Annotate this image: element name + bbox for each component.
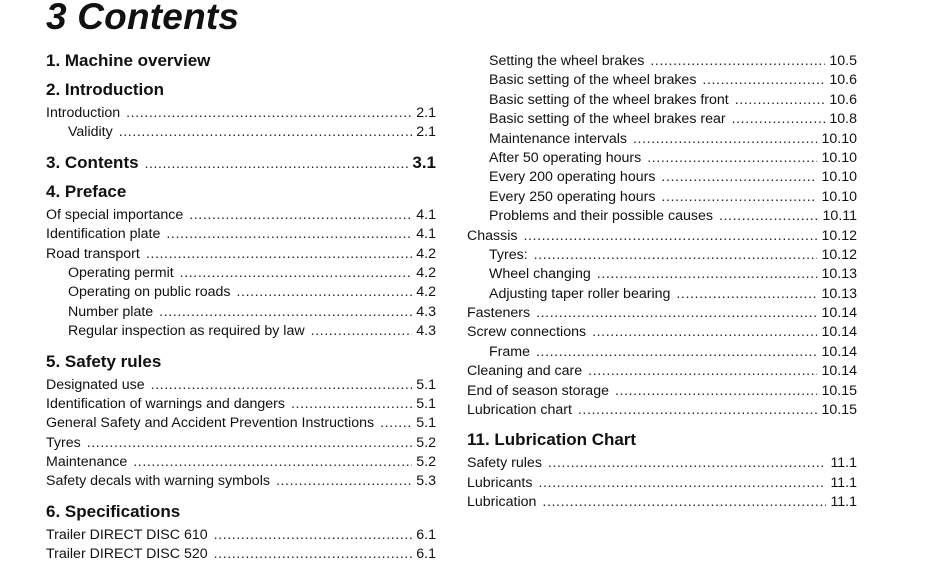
dot-leader <box>542 493 826 512</box>
dot-leader <box>536 343 817 362</box>
toc-entry-maintenance-intervals[interactable] <box>467 130 857 149</box>
toc-entry-label: Regular inspection as required by law <box>68 323 305 340</box>
toc-entry-label: Tyres <box>46 434 81 451</box>
toc-entry-setting-the-wheel-brakes[interactable] <box>467 52 857 71</box>
toc-left-column <box>46 51 436 565</box>
dot-leader <box>133 453 412 472</box>
dot-leader <box>732 110 826 129</box>
toc-page-number: 10.14 <box>821 363 857 380</box>
toc-page-number: 10.10 <box>821 149 857 166</box>
dot-leader <box>735 91 826 110</box>
toc-page-number: 10.11 <box>822 208 857 225</box>
toc-entry-label: Safety decals with warning symbols <box>46 473 270 490</box>
toc-page-number: 5.1 <box>416 415 436 432</box>
section-heading: 6. Specifications <box>46 501 181 521</box>
toc-entry-problems-and-their-possible-causes[interactable] <box>467 207 857 226</box>
toc-entry-chassis[interactable] <box>467 227 857 246</box>
toc-entry-label: Operating permit <box>68 264 174 281</box>
toc-page-number: 2.1 <box>416 105 436 121</box>
toc-page-number: 4.2 <box>416 264 436 281</box>
toc-page-number: 6.1 <box>416 546 436 563</box>
toc-page-number: 10.13 <box>821 266 857 283</box>
dot-leader <box>534 246 818 265</box>
toc-entry-trailer-direct-disc-610[interactable] <box>46 526 436 545</box>
toc-entry-label: Designated use <box>46 376 145 393</box>
toc-entry-label: End of season storage <box>467 382 609 399</box>
toc-page-number: 10.5 <box>829 53 857 69</box>
toc-page-number: 2.1 <box>416 124 436 141</box>
toc-entry-screw-connections[interactable] <box>467 323 857 342</box>
toc-entry-operating-permit[interactable] <box>46 264 436 283</box>
toc-entry-of-special-importance[interactable] <box>46 206 436 225</box>
toc-entry-label: Lubrication chart <box>467 402 572 419</box>
toc-entry-label: 3. Contents <box>46 152 139 172</box>
section-heading: 5. Safety rules <box>46 351 162 371</box>
toc-entry-label: Every 200 operating hours <box>489 169 656 186</box>
dot-leader <box>588 362 817 381</box>
toc-entry-fasteners[interactable] <box>467 304 857 323</box>
toc-entry-label: Screw connections <box>467 324 587 341</box>
toc-page-number: 10.15 <box>821 402 857 419</box>
toc-page-number: 10.12 <box>821 227 857 244</box>
toc-page-number: 10.6 <box>829 72 857 89</box>
toc-entry-label: Safety rules <box>467 455 542 472</box>
dot-leader <box>676 285 817 304</box>
toc-entry-label: Identification plate <box>46 226 161 243</box>
toc-entry-label: Maintenance <box>46 454 128 471</box>
dot-leader <box>719 207 819 226</box>
toc-entry-label: Chassis <box>467 227 518 244</box>
toc-entry-label: Adjusting taper roller bearing <box>489 285 671 302</box>
dot-leader <box>276 472 412 491</box>
dot-leader <box>650 52 825 71</box>
dot-leader <box>189 206 412 225</box>
toc-page-number: 10.10 <box>821 130 857 147</box>
dot-leader <box>126 104 412 123</box>
toc-entry-label: Basic setting of the wheel brakes front <box>489 91 729 108</box>
toc-entry-identification-plate[interactable] <box>46 225 436 244</box>
dot-leader <box>214 526 413 545</box>
dot-leader <box>146 245 412 264</box>
toc-entry-safety-rules[interactable] <box>467 454 857 473</box>
toc-entry-end-of-season-storage[interactable] <box>467 382 857 401</box>
dot-leader <box>180 264 413 283</box>
toc-entry-label: Tyres: <box>489 246 528 263</box>
toc-entry-operating-on-public-roads[interactable] <box>46 283 436 302</box>
toc-entry-label: Setting the wheel brakes <box>489 53 645 69</box>
section-heading: 11. Lubrication Chart <box>467 430 637 450</box>
page-title: 3 Contents <box>46 0 240 37</box>
toc-entry-road-transport[interactable] <box>46 245 436 264</box>
toc-entry-safety-decals-with-warning-symbols[interactable] <box>46 472 436 491</box>
section-heading: 1. Machine overview <box>46 51 211 70</box>
toc-entry-validity[interactable] <box>46 123 436 142</box>
toc-entry-lubrication-chart[interactable] <box>467 401 857 420</box>
toc-entry-label: Lubrication <box>467 494 537 511</box>
toc-page-number: 10.14 <box>821 305 857 322</box>
toc-page-number: 10.15 <box>821 382 857 399</box>
toc-entry-label: Lubricants <box>467 474 533 491</box>
toc-entry-general-safety-and-accident-prevention-instructions[interactable] <box>46 414 436 433</box>
toc-page-number: 5.3 <box>416 473 436 490</box>
toc-entry-label: Introduction <box>46 105 121 121</box>
toc-entry-label: Every 250 operating hours <box>489 188 656 205</box>
toc-entry-label: Operating on public roads <box>68 284 231 301</box>
toc-page-number: 4.3 <box>416 303 436 320</box>
dot-leader <box>578 401 818 420</box>
toc-page-number: 11.1 <box>830 455 857 472</box>
dot-leader <box>538 474 826 493</box>
dot-leader <box>523 227 817 246</box>
toc-page-number: 4.1 <box>416 226 436 243</box>
dot-leader <box>548 454 827 473</box>
toc-entry-maintenance[interactable] <box>46 453 436 472</box>
toc-page-number: 6.1 <box>416 526 436 543</box>
toc-entry-after-50-operating-hours[interactable] <box>467 149 857 168</box>
toc-entry-lubricants[interactable] <box>467 474 857 493</box>
toc-entry-lubrication[interactable] <box>467 493 857 512</box>
toc-entry-label: Identification of warnings and dangers <box>46 395 285 412</box>
dot-leader <box>159 303 412 322</box>
toc-entry-number-plate[interactable] <box>46 303 436 322</box>
toc-page-number: 5.2 <box>416 434 436 451</box>
toc-entry-label: Cleaning and care <box>467 363 583 380</box>
toc-right-column <box>467 52 857 513</box>
toc-page-number: 10.10 <box>821 169 857 186</box>
toc-entry-label: After 50 operating hours <box>489 149 642 166</box>
toc-entry-label: General Safety and Accident Prevention Instructions <box>46 415 375 432</box>
toc-entry-label: Trailer DIRECT DISC 520 <box>46 546 208 563</box>
dot-leader <box>166 225 412 244</box>
toc-entry-every-250-operating-hours[interactable] <box>467 188 857 207</box>
toc-entry-tyres[interactable] <box>46 434 436 453</box>
toc-entry-basic-setting-of-the-wheel-brakes[interactable] <box>467 71 857 90</box>
toc-entry-3-contents[interactable] <box>46 153 436 172</box>
dot-leader <box>661 188 817 207</box>
toc-page-number: 10.12 <box>821 246 857 263</box>
dot-leader <box>214 545 413 564</box>
toc-entry-label: Frame <box>489 343 530 360</box>
dot-leader <box>291 395 412 414</box>
toc-entry-label: Fasteners <box>467 305 531 322</box>
toc-page-number: 11.1 <box>830 474 857 491</box>
toc-page-number: 10.8 <box>829 111 857 128</box>
dot-leader <box>702 71 825 90</box>
dot-leader <box>647 149 817 168</box>
dot-leader <box>597 265 818 284</box>
toc-page-number: 10.14 <box>821 324 857 341</box>
toc-page-number: 10.6 <box>829 91 857 108</box>
toc-entry-label: Number plate <box>68 303 154 320</box>
toc-entry-frame[interactable] <box>467 343 857 362</box>
toc-entry-wheel-changing[interactable] <box>467 265 857 284</box>
toc-entry-every-200-operating-hours[interactable] <box>467 168 857 187</box>
dot-leader <box>87 434 413 453</box>
toc-entry-designated-use[interactable] <box>46 376 436 395</box>
dot-leader <box>536 304 817 323</box>
toc-entry-adjusting-taper-roller-bearing[interactable] <box>467 285 857 304</box>
toc-page-number: 4.1 <box>416 206 436 223</box>
toc-entry-tyres[interactable] <box>467 246 857 265</box>
toc-entry-basic-setting-of-the-wheel-brakes-rear[interactable] <box>467 110 857 129</box>
toc-entry-regular-inspection-as-required-by-law[interactable] <box>46 322 436 341</box>
toc-entry-label: Basic setting of the wheel brakes <box>489 72 697 89</box>
toc-page-number: 11.1 <box>830 494 857 511</box>
toc-entry-label: Basic setting of the wheel brakes rear <box>489 111 726 128</box>
toc-page-number: 4.2 <box>416 284 436 301</box>
dot-leader <box>615 382 818 401</box>
dot-leader <box>661 168 817 187</box>
toc-entry-identification-of-warnings-and-dangers[interactable] <box>46 395 436 414</box>
dot-leader <box>236 283 412 302</box>
dot-leader <box>145 154 409 173</box>
dot-leader <box>311 322 413 341</box>
dot-leader <box>380 414 412 433</box>
toc-entry-trailer-direct-disc-520[interactable] <box>46 545 436 564</box>
toc-page-number: 3.1 <box>412 152 436 172</box>
toc-page-number: 10.14 <box>821 343 857 360</box>
toc-entry-introduction[interactable] <box>46 104 436 123</box>
dot-leader <box>151 376 413 395</box>
toc-entry-label: Problems and their possible causes <box>489 208 713 225</box>
toc-page-number: 4.2 <box>416 245 436 262</box>
toc-page-number: 10.10 <box>821 188 857 205</box>
toc-entry-label: Wheel changing <box>489 266 591 283</box>
toc-page-number: 5.1 <box>416 376 436 393</box>
dot-leader <box>592 323 817 342</box>
toc-entry-label: Trailer DIRECT DISC 610 <box>46 526 208 543</box>
toc-entry-label: Validity <box>68 124 113 141</box>
dot-leader <box>119 123 413 142</box>
section-heading: 4. Preface <box>46 181 127 201</box>
toc-entry-label: Maintenance intervals <box>489 130 628 147</box>
toc-page-number: 10.13 <box>821 285 857 302</box>
toc-page-number: 5.1 <box>416 395 436 412</box>
toc-entry-basic-setting-of-the-wheel-brakes-front[interactable] <box>467 91 857 110</box>
toc-page-number: 5.2 <box>416 454 436 471</box>
section-heading: 2. Introduction <box>46 80 165 99</box>
toc-entry-label: Road transport <box>46 245 140 262</box>
toc-page-number: 4.3 <box>416 323 436 340</box>
toc-entry-label: Of special importance <box>46 206 184 223</box>
toc-entry-cleaning-and-care[interactable] <box>467 362 857 381</box>
dot-leader <box>633 130 817 149</box>
